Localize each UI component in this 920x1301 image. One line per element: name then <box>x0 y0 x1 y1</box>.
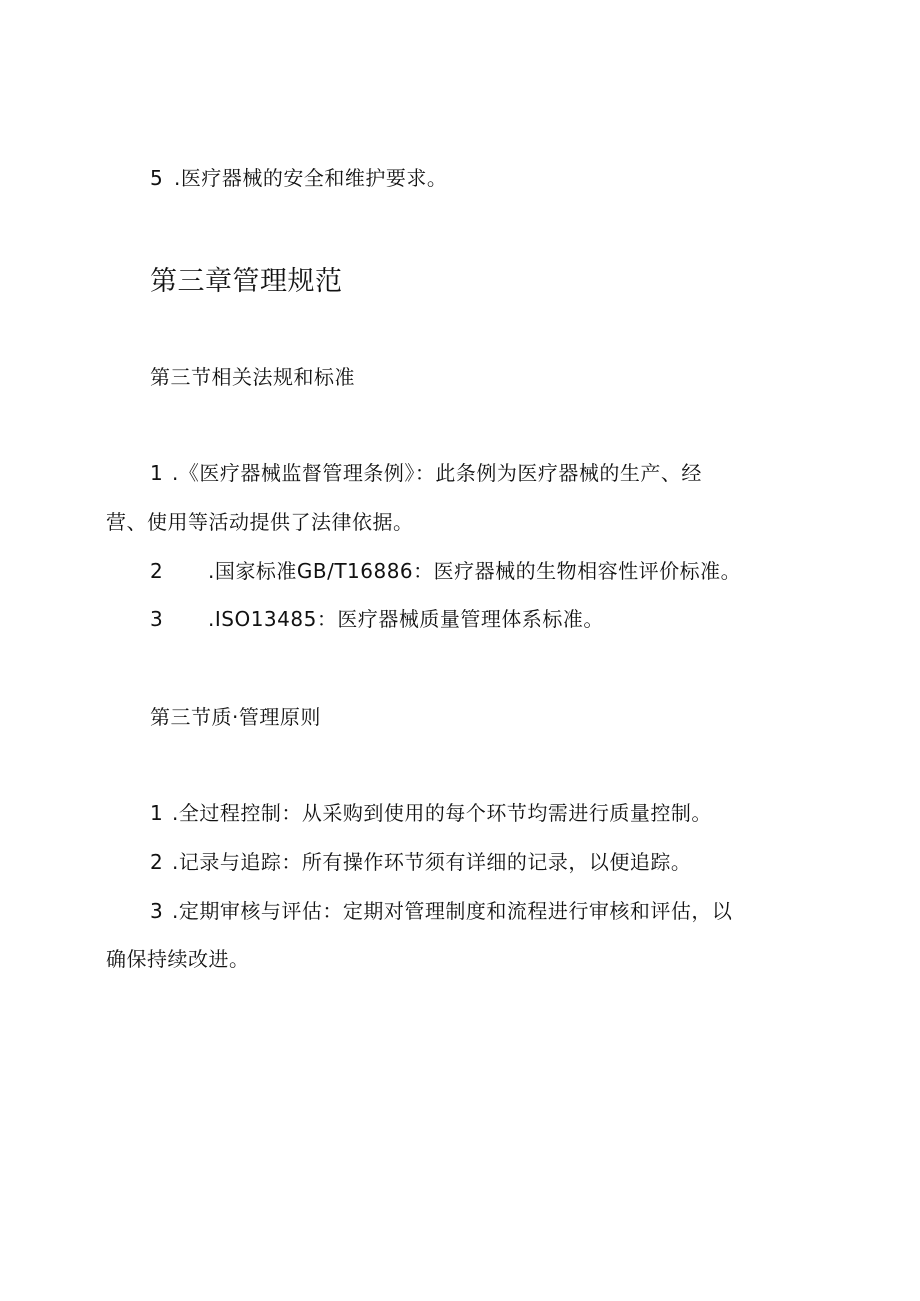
section-title-quality: 第三节质·管理原则 <box>150 705 321 729</box>
list-item-continuation: 确保持续改进。 <box>106 947 250 971</box>
item-number: 2 <box>150 850 164 874</box>
item-text: .全过程控制：从采购到使用的每个环节均需进行质量控制。 <box>172 801 712 825</box>
list-item <box>150 607 604 631</box>
item-text: .定期审核与评估：定期对管理制度和流程进行审核和评估，以 <box>172 899 733 923</box>
item-number: 2 <box>150 559 164 583</box>
list-item <box>150 461 702 485</box>
list-item <box>150 559 741 583</box>
item-text: .国家标准GB/T16886：医疗器械的生物相容性评价标准。 <box>208 559 742 583</box>
item-number: 3 <box>150 607 164 631</box>
item-number: 1 <box>150 801 164 825</box>
item-number: 1 <box>150 461 164 485</box>
section-title-regulations: 第三节相关法规和标准 <box>150 365 355 389</box>
item-text: .ISO13485：医疗器械质量管理体系标准。 <box>208 607 604 631</box>
chapter-title: 第三章管理规范 <box>150 266 343 297</box>
item-text: .《医疗器械监督管理条例》：此条例为医疗器械的生产、经 <box>172 461 702 485</box>
list-item <box>150 850 691 874</box>
item-number: 5 <box>150 166 164 190</box>
item-text: .记录与追踪：所有操作环节须有详细的记录，以便追踪。 <box>172 850 692 874</box>
list-item-top <box>150 166 447 190</box>
list-item <box>150 801 712 825</box>
list-item <box>150 899 732 923</box>
item-text: .医疗器械的安全和维护要求。 <box>174 166 448 190</box>
list-item-continuation: 营、使用等活动提供了法律依据。 <box>106 510 414 534</box>
item-number: 3 <box>150 899 164 923</box>
